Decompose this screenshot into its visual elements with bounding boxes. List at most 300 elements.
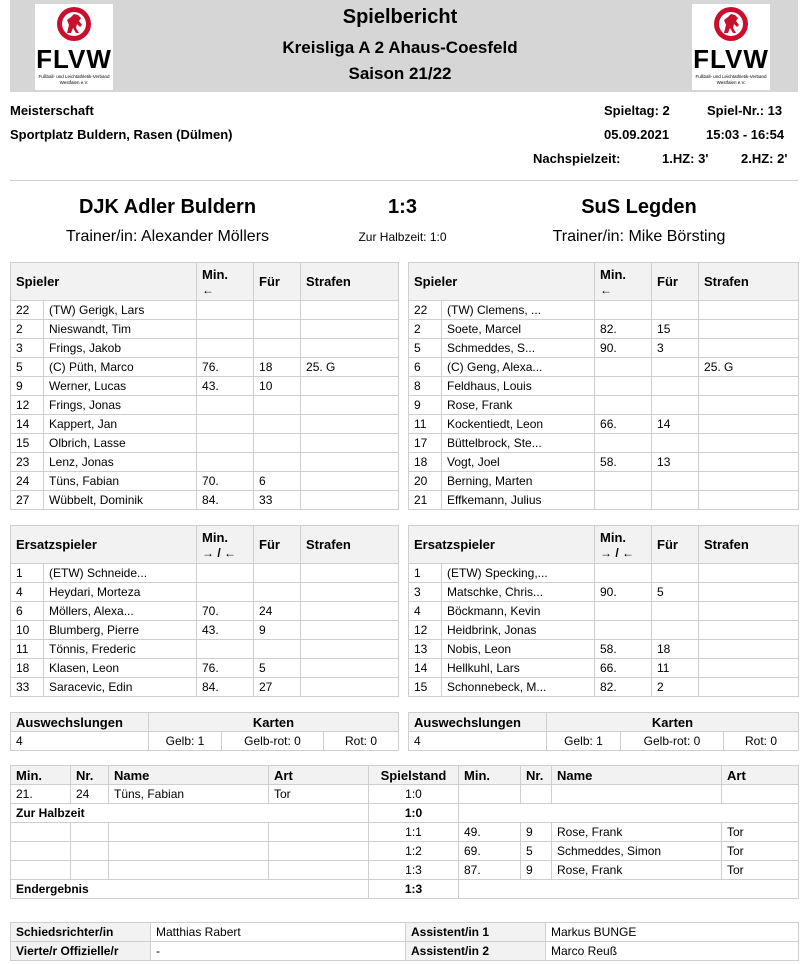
player-number: 22: [409, 301, 442, 320]
penalty: [699, 491, 799, 510]
substitutions-count: 4: [409, 732, 547, 751]
player-number: 1: [11, 564, 44, 583]
player-number: 4: [11, 583, 44, 602]
goal-row: [11, 785, 799, 804]
halftime-score: Zur Halbzeit: 1:0: [358, 230, 447, 244]
goal-score: 1:3: [369, 861, 459, 880]
assistant2-label: Assistent/in 2: [406, 942, 546, 961]
table-row: [409, 339, 799, 358]
player-name: Klasen, Leon: [44, 659, 197, 678]
player-name: Olbrich, Lasse: [44, 434, 197, 453]
goal-number-header: Nr.: [521, 766, 552, 785]
divider: [10, 180, 798, 181]
empty-cell: [269, 823, 369, 842]
sub-minute: 90.: [595, 339, 652, 358]
table-row: [11, 396, 399, 415]
player-number: 4: [409, 602, 442, 621]
player-name: Blumberg, Pierre: [44, 621, 197, 640]
player-number: 22: [11, 301, 44, 320]
goal-minute-header: Min.: [459, 766, 521, 785]
goal-name-header: Name: [552, 766, 722, 785]
table-row: [409, 583, 799, 602]
replaced-number: 5: [652, 583, 699, 602]
penalty: [301, 320, 399, 339]
player-number: 6: [11, 602, 44, 621]
table-row: [11, 320, 399, 339]
penalty: [301, 678, 399, 697]
player-name: (C) Geng, Alexa...: [442, 358, 595, 377]
sub-minute: [595, 491, 652, 510]
sub-minute: 76.: [197, 659, 254, 678]
table-row: [11, 659, 399, 678]
away-lineup-table: [408, 262, 799, 510]
stoppage-second-half: 2.HZ: 2': [741, 151, 788, 166]
goal-minute: 69.: [459, 842, 521, 861]
penalty: [301, 602, 399, 621]
table-row: [11, 301, 399, 320]
player-number: 27: [11, 491, 44, 510]
goal-type-header: Art: [722, 766, 799, 785]
penalty: [699, 339, 799, 358]
player-number: 14: [409, 659, 442, 678]
goal-minute: 87.: [459, 861, 521, 880]
empty-cell: [459, 880, 799, 899]
for-column-header: Für: [652, 526, 699, 564]
penalty: [699, 659, 799, 678]
goal-type: Tor: [722, 842, 799, 861]
minute-column-header: [595, 526, 652, 564]
substitutions-count: 4: [11, 732, 149, 751]
player-number: 18: [11, 659, 44, 678]
table-row: [11, 491, 399, 510]
player-name: Matschke, Chris...: [442, 583, 595, 602]
assistant1-name: Markus BUNGE: [546, 923, 799, 942]
logo-brand-text: FLVW: [36, 44, 112, 74]
home-substitutes-table: [10, 525, 399, 697]
empty-cell: [11, 861, 71, 880]
table-row: [409, 453, 799, 472]
red-card-count: Rot: 0: [324, 732, 399, 751]
player-name: (C) Püth, Marco: [44, 358, 197, 377]
goal-player-number: 9: [521, 861, 552, 880]
goal-row: [11, 842, 799, 861]
penalty: [301, 396, 399, 415]
sub-minute: 84.: [197, 491, 254, 510]
player-name: (ETW) Specking,...: [442, 564, 595, 583]
table-row: [11, 564, 399, 583]
table-row: [409, 358, 799, 377]
cards-header-row: [11, 713, 399, 732]
sub-minute: [197, 415, 254, 434]
table-row: [11, 678, 399, 697]
goal-number-header: Nr.: [71, 766, 109, 785]
player-number: 21: [409, 491, 442, 510]
cards-values-row: [11, 732, 399, 751]
sub-minute: 58.: [595, 640, 652, 659]
yellow-red-card-count: Gelb-rot: 0: [222, 732, 324, 751]
penalty: [301, 415, 399, 434]
player-number: 6: [409, 358, 442, 377]
replaced-number: 27: [254, 678, 301, 697]
player-number: 33: [11, 678, 44, 697]
substitutions-header: Auswechslungen: [11, 713, 149, 732]
cards-values-row: [409, 732, 799, 751]
replaced-number: [652, 472, 699, 491]
fourth-official-label: Vierte/r Offizielle/r: [11, 942, 151, 961]
arrow-left-icon: ←: [600, 282, 613, 297]
empty-cell: [269, 842, 369, 861]
penalty-column-header: Strafen: [699, 526, 799, 564]
penalty: 25. G: [301, 358, 399, 377]
replaced-number: 6: [254, 472, 301, 491]
sub-minute: [595, 301, 652, 320]
sub-minute: 76.: [197, 358, 254, 377]
goal-player-number: 9: [521, 823, 552, 842]
sub-minute: [197, 434, 254, 453]
referee-label: Schiedsrichter/in: [11, 923, 151, 942]
assistant2-name: Marco Reuß: [546, 942, 799, 961]
player-name: Schmeddes, S...: [442, 339, 595, 358]
goal-score: 1:2: [369, 842, 459, 861]
table-row: [11, 583, 399, 602]
replaced-number: [652, 396, 699, 415]
stoppage-first-half: 1.HZ: 3': [662, 151, 709, 166]
player-number: 12: [11, 396, 44, 415]
penalty: [699, 678, 799, 697]
player-number: 9: [409, 396, 442, 415]
stoppage-time-label: Nachspielzeit:: [533, 151, 621, 166]
player-name: Rose, Frank: [442, 396, 595, 415]
arrow-in-out-icon: → / ←: [202, 545, 237, 560]
sub-minute: [595, 602, 652, 621]
sub-minute: [197, 320, 254, 339]
player-name: Werner, Lucas: [44, 377, 197, 396]
table-row: [409, 396, 799, 415]
empty-cell: [552, 785, 722, 804]
goal-type: Tor: [722, 823, 799, 842]
replaced-number: [652, 602, 699, 621]
penalty: [301, 301, 399, 320]
player-name: (TW) Gerigk, Lars: [44, 301, 197, 320]
logo-sub-text: Fußball- und Leichtathletik-Verband Westfalen e.V.: [38, 74, 110, 85]
penalty-column-header: Strafen: [699, 263, 799, 301]
halftime-score-cell: 1:0: [369, 804, 459, 823]
player-column-header: Spieler: [409, 263, 595, 301]
replaced-number: 13: [652, 453, 699, 472]
player-number: 15: [409, 678, 442, 697]
goal-row: [11, 823, 799, 842]
table-row: [409, 415, 799, 434]
player-number: 20: [409, 472, 442, 491]
empty-cell: [109, 823, 269, 842]
replaced-number: 14: [652, 415, 699, 434]
table-row: [11, 358, 399, 377]
table-row: [409, 491, 799, 510]
sub-minute: [595, 434, 652, 453]
empty-cell: [269, 861, 369, 880]
penalty: [301, 564, 399, 583]
goal-type: Tor: [269, 785, 369, 804]
replaced-number: 33: [254, 491, 301, 510]
penalty: [301, 621, 399, 640]
away-team-name: SuS Legden: [581, 196, 697, 218]
player-name: Böckmann, Kevin: [442, 602, 595, 621]
player-number: 5: [409, 339, 442, 358]
goal-score: 1:0: [369, 785, 459, 804]
competition-label: Meisterschaft: [10, 103, 94, 118]
table-row: [409, 472, 799, 491]
player-name: Tüns, Fabian: [44, 472, 197, 491]
replaced-number: [652, 377, 699, 396]
home-trainer: Trainer/in: Alexander Möllers: [65, 228, 270, 245]
empty-cell: [71, 842, 109, 861]
sub-minute: [595, 621, 652, 640]
goal-minute-header: Min.: [11, 766, 71, 785]
arrow-left-icon: ←: [202, 282, 215, 297]
goal-row: [11, 861, 799, 880]
sub-minute: [595, 396, 652, 415]
player-name: (TW) Clemens, ...: [442, 301, 595, 320]
player-number: 11: [11, 640, 44, 659]
officials-table: [10, 922, 799, 961]
player-number: 18: [409, 453, 442, 472]
player-name: Frings, Jakob: [44, 339, 197, 358]
replaced-number: 3: [652, 339, 699, 358]
player-name: Möllers, Alexa...: [44, 602, 197, 621]
player-name: Nieswandt, Tim: [44, 320, 197, 339]
sub-minute: 43.: [197, 621, 254, 640]
replaced-number: 24: [254, 602, 301, 621]
sub-minute: 82.: [595, 320, 652, 339]
goal-minute: 21.: [11, 785, 71, 804]
empty-cell: [109, 861, 269, 880]
player-name: Hellkuhl, Lars: [442, 659, 595, 678]
sub-minute: [595, 377, 652, 396]
sub-minute: [197, 640, 254, 659]
replaced-number: [254, 434, 301, 453]
goal-scorer: Rose, Frank: [552, 823, 722, 842]
penalty: [699, 453, 799, 472]
player-name: Kockentiedt, Leon: [442, 415, 595, 434]
minute-header-text: Min.: [202, 529, 228, 545]
sub-minute: [197, 301, 254, 320]
home-cards-table: [10, 712, 399, 751]
table-row: [409, 621, 799, 640]
player-name: Effkemann, Julius: [442, 491, 595, 510]
final-result-score: 1:3: [369, 880, 459, 899]
sub-player-column-header: Ersatzspieler: [409, 526, 595, 564]
replaced-number: 18: [254, 358, 301, 377]
officials-row: [11, 923, 799, 942]
goal-player-number: 5: [521, 842, 552, 861]
league-title: Kreisliga A 2 Ahaus-Coesfeld: [282, 38, 518, 57]
goal-scorer: Rose, Frank: [552, 861, 722, 880]
page-title: Spielbericht: [342, 6, 458, 28]
table-row: [11, 640, 399, 659]
replaced-number: [652, 621, 699, 640]
table-row: [11, 602, 399, 621]
replaced-number: [254, 640, 301, 659]
assistant1-label: Assistent/in 1: [406, 923, 546, 942]
sub-minute: [197, 396, 254, 415]
penalty: [301, 377, 399, 396]
sub-minute: 82.: [595, 678, 652, 697]
penalty: [699, 621, 799, 640]
minute-header-text: Min.: [600, 266, 627, 282]
sub-minute: [197, 453, 254, 472]
empty-cell: [109, 842, 269, 861]
penalty: [301, 659, 399, 678]
cards-header: Karten: [547, 713, 799, 732]
empty-cell: [459, 804, 799, 823]
replaced-number: 9: [254, 621, 301, 640]
arrow-in-out-icon: → / ←: [600, 545, 635, 560]
sub-minute: 90.: [595, 583, 652, 602]
player-number: 12: [409, 621, 442, 640]
sub-minute: [595, 358, 652, 377]
substitutions-header: Auswechslungen: [409, 713, 547, 732]
empty-cell: [71, 823, 109, 842]
halftime-row: [11, 804, 799, 823]
final-result-label: Endergebnis: [11, 880, 369, 899]
sub-minute: 70.: [197, 472, 254, 491]
season-title: Saison 21/22: [348, 64, 452, 83]
empty-cell: [722, 785, 799, 804]
player-number: 23: [11, 453, 44, 472]
penalty-column-header: Strafen: [301, 526, 399, 564]
replaced-number: [254, 453, 301, 472]
for-column-header: Für: [254, 526, 301, 564]
player-number: 2: [409, 320, 442, 339]
table-row: [409, 564, 799, 583]
goals-header-row: [11, 766, 799, 785]
fourth-official-name: -: [151, 942, 406, 961]
home-team-name: DJK Adler Buldern: [78, 196, 257, 218]
penalty: [699, 377, 799, 396]
player-number: 5: [11, 358, 44, 377]
sub-player-column-header: Ersatzspieler: [11, 526, 197, 564]
replaced-number: 15: [652, 320, 699, 339]
match-number-label: Spiel-Nr.: 13: [707, 103, 783, 118]
player-name: Heydari, Morteza: [44, 583, 197, 602]
officials-row: [11, 942, 799, 961]
replaced-number: 11: [652, 659, 699, 678]
penalty: [699, 301, 799, 320]
cards-header-row: [409, 713, 799, 732]
penalty: [699, 320, 799, 339]
player-number: 8: [409, 377, 442, 396]
player-number: 14: [11, 415, 44, 434]
goal-type: Tor: [722, 861, 799, 880]
replaced-number: [652, 434, 699, 453]
penalty: [301, 453, 399, 472]
player-number: 10: [11, 621, 44, 640]
penalty: [301, 640, 399, 659]
home-lineup-table: [10, 262, 399, 510]
minute-column-header: [595, 263, 652, 301]
empty-cell: [71, 861, 109, 880]
player-number: 3: [409, 583, 442, 602]
goal-scorer: Tüns, Fabian: [109, 785, 269, 804]
player-name: Schonnebeck, M...: [442, 678, 595, 697]
replaced-number: 10: [254, 377, 301, 396]
sub-minute: [595, 472, 652, 491]
table-row: [409, 640, 799, 659]
replaced-number: [652, 564, 699, 583]
goal-player-number: 24: [71, 785, 109, 804]
penalty: [301, 583, 399, 602]
replaced-number: [652, 358, 699, 377]
player-name: Büttelbrock, Ste...: [442, 434, 595, 453]
empty-cell: [11, 842, 71, 861]
venue-label: Sportplatz Buldern, Rasen (Dülmen): [10, 127, 233, 142]
red-card-count: Rot: 0: [724, 732, 799, 751]
sub-minute: 84.: [197, 678, 254, 697]
goal-type-header: Art: [269, 766, 369, 785]
table-row: [11, 339, 399, 358]
sub-minute: [197, 564, 254, 583]
minute-column-header: [197, 263, 254, 301]
table-row: [409, 678, 799, 697]
table-row: [11, 472, 399, 491]
player-number: 24: [11, 472, 44, 491]
penalty: [301, 472, 399, 491]
sub-minute: [197, 339, 254, 358]
table-row: [11, 434, 399, 453]
table-row: [409, 377, 799, 396]
empty-cell: [11, 823, 71, 842]
sub-minute: 70.: [197, 602, 254, 621]
penalty: [699, 415, 799, 434]
minute-header-text: Min.: [202, 266, 229, 282]
replaced-number: 18: [652, 640, 699, 659]
player-name: Wübbelt, Dominik: [44, 491, 197, 510]
goal-minute: 49.: [459, 823, 521, 842]
goal-score: 1:1: [369, 823, 459, 842]
replaced-number: 2: [652, 678, 699, 697]
match-time: 15:03 - 16:54: [706, 127, 785, 142]
yellow-card-count: Gelb: 1: [149, 732, 222, 751]
sub-minute: 58.: [595, 453, 652, 472]
penalty: [699, 640, 799, 659]
final-result-row: [11, 880, 799, 899]
table-row: [409, 320, 799, 339]
replaced-number: [254, 301, 301, 320]
replaced-number: [254, 564, 301, 583]
yellow-card-count: Gelb: 1: [547, 732, 621, 751]
match-date: 05.09.2021: [604, 127, 670, 142]
player-name: Berning, Marten: [442, 472, 595, 491]
empty-cell: [459, 785, 521, 804]
player-number: 2: [11, 320, 44, 339]
goal-scorer: Schmeddes, Simon: [552, 842, 722, 861]
for-column-header: Für: [254, 263, 301, 301]
penalty-column-header: Strafen: [301, 263, 399, 301]
penalty: [301, 339, 399, 358]
player-name: (ETW) Schneide...: [44, 564, 197, 583]
player-name: Nobis, Leon: [442, 640, 595, 659]
lineup-header-row: [409, 263, 799, 301]
minute-column-header: [197, 526, 254, 564]
player-name: Heidbrink, Jonas: [442, 621, 595, 640]
table-row: [11, 415, 399, 434]
replaced-number: [254, 339, 301, 358]
replaced-number: [652, 491, 699, 510]
penalty: [699, 602, 799, 621]
cards-header: Karten: [149, 713, 399, 732]
logo-sub-text: Fußball- und Leichtathletik-Verband Westfalen e.V.: [695, 74, 767, 85]
replaced-number: [652, 301, 699, 320]
